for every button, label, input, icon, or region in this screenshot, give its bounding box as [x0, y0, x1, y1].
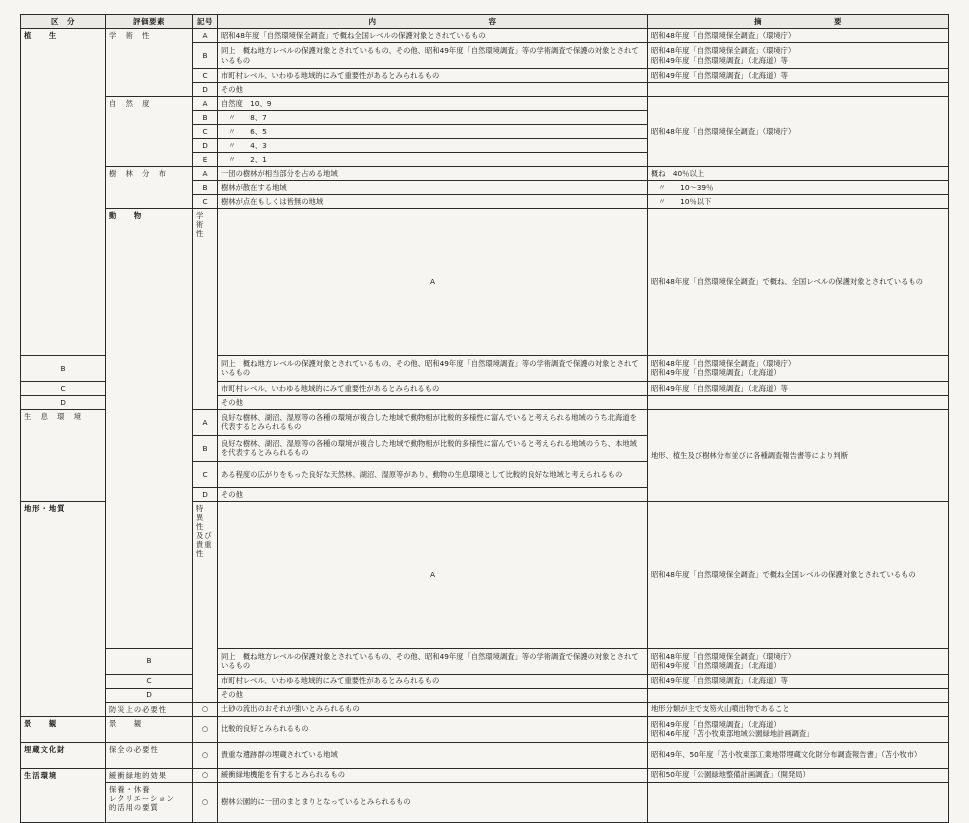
- remark-cell: 昭和49年、50年度「苫小牧東部工業地帯埋蔵文化財分布調査報告書」（苫小牧市）: [648, 742, 949, 768]
- code-cell: B: [193, 111, 218, 125]
- code-cell: A: [218, 501, 648, 648]
- content-cell: その他: [218, 688, 648, 702]
- remark-cell: 昭和49年度「自然環境調査」（北海道） 昭和46年度「苫小牧東部地域公園緑地計画調査」: [648, 716, 949, 742]
- factor-cell: 保養・休養 レクリエーション 的活用の要質: [106, 782, 193, 822]
- content-cell: 同上 概ね地方レベルの保護対象とされているもの、その他、昭和49年度「自然環境調査」等の学術調査で保護の対象とされているもの: [218, 648, 648, 674]
- content-cell: 比較的良好とみられるもの: [218, 716, 648, 742]
- remark-cell: 昭和49年度「自然環境調査」（北海道）等: [648, 381, 949, 395]
- content-cell: 昭和48年度「自然環境保全調査」で概ね全国レベルの保護対象とされているもの: [218, 29, 648, 43]
- factor-cell: 特 異 性 及び貴重性: [193, 501, 218, 702]
- code-cell: C: [193, 125, 218, 139]
- factor-cell: 生 息 環 境: [21, 409, 106, 501]
- content-cell: 貴重な遺跡群の埋蔵されている地域: [218, 742, 648, 768]
- content-cell: 〃 2、1: [218, 153, 648, 167]
- table-row: [21, 688, 949, 702]
- remark-cell: 昭和48年度「自然環境保全調査」（環境庁）: [648, 29, 949, 43]
- remark-cell: 昭和49年度「自然環境調査」（北海道）等: [648, 69, 949, 83]
- factor-cell: 学 術 性: [106, 29, 193, 97]
- code-cell: D: [193, 139, 218, 153]
- remark-cell: [648, 395, 949, 409]
- code-cell: B: [193, 43, 218, 69]
- content-cell: 〃 6、5: [218, 125, 648, 139]
- content-cell: 土砂の流出のおそれが強いとみられるもの: [218, 702, 648, 716]
- factor-cell: 防災上の必要性: [106, 702, 193, 716]
- content-cell: 市町村レベル、いわゆる地域的にみて重要性があるとみられるもの: [218, 69, 648, 83]
- content-cell: その他: [218, 487, 648, 501]
- code-cell: A: [193, 29, 218, 43]
- header-code: 記号: [193, 15, 218, 29]
- code-cell: A: [193, 409, 218, 435]
- content-cell: その他: [218, 83, 648, 97]
- remark-cell: 〃 10～39％: [648, 181, 949, 195]
- code-cell: B: [193, 181, 218, 195]
- header-row: [21, 15, 949, 29]
- content-cell: 昭和48年度「自然環境保全調査」で概ね、全国レベルの保護対象とされているもの: [648, 209, 949, 356]
- table-row: [21, 97, 949, 111]
- category-cell: 植 生: [21, 29, 106, 356]
- remark-cell: 昭和48年度「自然環境保全調査」（環境庁） 昭和49年度「自然環境調査」（北海道）: [648, 648, 949, 674]
- table-row: [21, 674, 949, 688]
- table-row: [21, 782, 949, 822]
- category-cell: 埋蔵文化財: [21, 742, 106, 768]
- category-cell: 動 物: [106, 209, 193, 649]
- header-remarks: 摘 要: [648, 15, 949, 29]
- table-row: [21, 167, 949, 181]
- content-cell: ある程度の広がりをもった良好な天然林、湖沼、湿原等があり、動物の生息環境として比較的良好な地域と考えられるもの: [218, 461, 648, 487]
- code-cell: B: [193, 435, 218, 461]
- code-cell: C: [106, 674, 193, 688]
- code-cell: C: [193, 69, 218, 83]
- code-cell: ○: [193, 782, 218, 822]
- code-cell: A: [218, 209, 648, 356]
- content-cell: その他: [218, 395, 648, 409]
- code-cell: D: [193, 487, 218, 501]
- content-cell: 樹林が散在する地域: [218, 181, 648, 195]
- code-cell: ○: [193, 716, 218, 742]
- header-category: 区 分: [21, 15, 106, 29]
- content-cell: 昭和48年度「自然環境保全調査」で概ね全国レベルの保護対象とされているもの: [648, 501, 949, 648]
- table-row: [21, 648, 949, 674]
- category-cell: 地形・地質: [21, 501, 106, 716]
- code-cell: B: [106, 648, 193, 674]
- factor-cell: 樹 林 分 布: [106, 167, 193, 209]
- header-content: 内 容: [218, 15, 648, 29]
- content-cell: 良好な樹林、湖沼、湿原等の各種の環境が複合した地域で動物相が比較的多様性に富んでいると考えられる地域のうち北海道を代表するとみられるもの: [218, 409, 648, 435]
- table-row: [21, 768, 949, 782]
- code-cell: C: [193, 195, 218, 209]
- content-cell: 一団の樹林が相当部分を占める地域: [218, 167, 648, 181]
- table-row: [21, 29, 949, 43]
- code-cell: B: [21, 355, 106, 381]
- remark-cell: [648, 688, 949, 702]
- code-cell: ○: [193, 742, 218, 768]
- remark-cell: 昭和48年度「自然環境保全調査」（環境庁）: [648, 97, 949, 167]
- content-cell: 良好な樹林、湖沼、湿原等の各種の環境が複合した地域で動物相が比較的多様性に富んでいると考えられる地域のうち、本地域を代表するとみられるもの: [218, 435, 648, 461]
- table-row: [21, 742, 949, 768]
- factor-cell: 緩衝緑地的効果: [106, 768, 193, 782]
- table-row: [21, 209, 949, 356]
- content-cell: 緩衝緑地機能を有するとみられるもの: [218, 768, 648, 782]
- evaluation-table: [20, 14, 949, 823]
- content-cell: 市町村レベル、いわゆる地域的にみて重要性があるとみられるもの: [218, 674, 648, 688]
- table-row: [21, 702, 949, 716]
- remark-cell: 昭和50年度「公園緑地整備計画調査」（開発局）: [648, 768, 949, 782]
- category-cell: 景 観: [21, 716, 106, 742]
- code-cell: ○: [193, 702, 218, 716]
- remark-cell: 昭和49年度「自然環境調査」（北海道）等: [648, 674, 949, 688]
- code-cell: E: [193, 153, 218, 167]
- code-cell: A: [193, 97, 218, 111]
- code-cell: A: [193, 167, 218, 181]
- remark-cell: 昭和48年度「自然環境保全調査」（環境庁） 昭和49年度「自然環境調査」（北海道）等: [648, 43, 949, 69]
- remark-cell: 〃 10％以下: [648, 195, 949, 209]
- content-cell: 樹林が点在もしくは皆無の地域: [218, 195, 648, 209]
- factor-cell: 保全の必要性: [106, 742, 193, 768]
- code-cell: D: [106, 688, 193, 702]
- code-cell: D: [21, 395, 106, 409]
- table-row: [21, 716, 949, 742]
- remark-cell: [648, 83, 949, 97]
- factor-cell: 学 術 性: [193, 209, 218, 410]
- code-cell: C: [21, 381, 106, 395]
- content-cell: 市町村レベル、いわゆる地域的にみて重要性があるとみられるもの: [218, 381, 648, 395]
- code-cell: C: [193, 461, 218, 487]
- content-cell: 自然度 10、9: [218, 97, 648, 111]
- remark-cell: [648, 782, 949, 822]
- content-cell: 同上 概ね地方レベルの保護対象とされているもの、その他、昭和49年度「自然環境調査」等の学術調査で保護の対象とされているもの: [218, 355, 648, 381]
- content-cell: 同上 概ね地方レベルの保護対象とされているもの、その他、昭和49年度「自然環境調査」等の学術調査で保護の対象とされているもの: [218, 43, 648, 69]
- remark-cell: 地形、植生及び樹林分布並びに各種調査報告書等により判断: [648, 409, 949, 501]
- remark-cell: 昭和48年度「自然環境保全調査」（環境庁） 昭和49年度「自然環境調査」（北海道）: [648, 355, 949, 381]
- factor-cell: 景 観: [106, 716, 193, 742]
- table-body: [21, 29, 949, 823]
- category-cell: 生活環境: [21, 768, 106, 822]
- remark-cell: 概ね 40％以上: [648, 167, 949, 181]
- factor-cell: 自 然 度: [106, 97, 193, 167]
- content-cell: 〃 8、7: [218, 111, 648, 125]
- content-cell: 〃 4、3: [218, 139, 648, 153]
- code-cell: D: [193, 83, 218, 97]
- code-cell: ○: [193, 768, 218, 782]
- remark-cell: 地形分類が主で支笏火山噴出物であること: [648, 702, 949, 716]
- content-cell: 樹林公園的に一団のまとまりとなっているとみられるもの: [218, 782, 648, 822]
- header-factor: 評価要素: [106, 15, 193, 29]
